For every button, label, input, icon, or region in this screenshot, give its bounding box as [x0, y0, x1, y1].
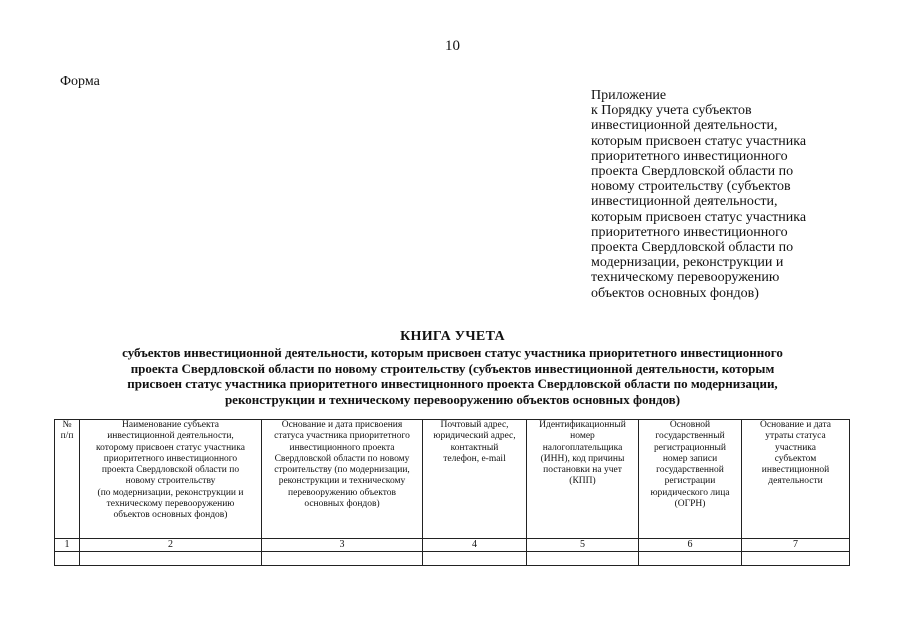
header-cell-status-loss — [742, 420, 850, 539]
header-line: инвестиционной деятельности, — [107, 431, 234, 442]
appendix-line: проекта Свердловской области по — [591, 164, 794, 180]
appendix-line: объектов основных фондов) — [591, 285, 759, 301]
header-line: юридического лица — [650, 487, 730, 498]
header-cell-status-basis — [262, 420, 423, 539]
header-line: инвестиционного проекта — [289, 442, 395, 453]
subtitle-line: проекта Свердловской области по новому строительству (субъектов инвестиционной деятельности, которым — [130, 360, 775, 376]
appendix-line: модернизации, реконструкции и — [591, 255, 784, 271]
header-line: проекта Свердловской области по — [101, 465, 240, 476]
header-line: объектов основных фондов) — [113, 510, 228, 521]
header-line: номер записи — [662, 453, 718, 464]
appendix-line: новому строительству (субъектов — [591, 179, 791, 195]
appendix-line: приоритетного инвестиционного — [591, 224, 788, 240]
header-line: п/п — [60, 431, 74, 442]
subtitle-line: присвоен статус участника приоритетного инвестицнонного проекта Свердловской области по модернизации, — [127, 376, 778, 391]
column-number: 5 — [527, 539, 639, 552]
appendix-note — [591, 88, 871, 301]
book-subtitle — [40, 345, 865, 407]
appendix-line: проекта Свердловской области по — [591, 240, 794, 256]
header-line: Почтовый адрес, — [440, 420, 509, 430]
header-line: участника — [775, 442, 816, 453]
empty-cell — [639, 552, 742, 566]
appendix-line: которым присвоен статус участника — [591, 133, 807, 149]
header-line: техническому перевооружению — [106, 499, 235, 510]
header-line: телефон, e-mail — [443, 453, 506, 464]
header-line: новому строительству — [125, 476, 216, 487]
column-number-row — [55, 539, 850, 552]
header-line: деятельности — [768, 476, 823, 487]
page-number: 10 — [445, 38, 460, 54]
appendix-line: которым присвоен статус участника — [591, 209, 807, 225]
empty-table-row — [55, 552, 850, 566]
header-line: субъектом — [774, 453, 817, 464]
header-line: Свердловской области по новому — [274, 453, 410, 464]
table-header-row — [55, 420, 850, 539]
header-line: постановки на учет — [543, 465, 622, 476]
header-line: Наименование субъекта — [122, 420, 219, 430]
subtitle-line: субъектов инвестиционной деятельности, которым присвоен статус участника приоритетного инвестиционного — [122, 345, 783, 360]
appendix-line: к Порядку учета субъектов — [591, 103, 752, 119]
subtitle-line: реконструкции и техническому перевооружению объектов основных фондов) — [224, 391, 681, 407]
header-cell-ogrn — [639, 420, 742, 539]
header-line: инвестиционной — [761, 465, 830, 476]
appendix-line: Приложение — [591, 88, 667, 103]
empty-cell — [55, 552, 80, 566]
header-line: утраты статуса — [765, 431, 826, 442]
header-line: (ИНН), код причины — [540, 453, 625, 464]
header-line: реконструкции и техническому — [278, 476, 406, 487]
form-label: Форма — [60, 74, 100, 89]
header-cell-number — [55, 420, 80, 539]
column-number: 6 — [639, 539, 742, 552]
empty-cell — [80, 552, 262, 566]
header-line: номер — [570, 431, 595, 442]
header-line: Основной — [669, 420, 711, 430]
column-number: 1 — [55, 539, 80, 552]
header-cell-inn-kpp — [527, 420, 639, 539]
header-line: № — [62, 420, 72, 430]
header-line: регистрационный — [654, 442, 726, 453]
header-line: Основание и дата — [760, 420, 831, 430]
header-line: налогоплательщика — [542, 442, 623, 453]
header-line: основных фондов) — [304, 499, 380, 510]
appendix-line: инвестиционной деятельности, — [591, 194, 778, 210]
header-line: контактный — [450, 442, 499, 453]
header-line: государственный — [655, 431, 725, 442]
header-line: государственной — [656, 465, 724, 476]
book-title: КНИГА УЧЕТА — [400, 329, 505, 344]
header-line: (ОГРН) — [674, 499, 706, 510]
header-line: приоритетного инвестиционного — [103, 453, 238, 464]
column-number: 2 — [80, 539, 262, 552]
appendix-line: инвестиционной деятельности, — [591, 118, 778, 134]
column-number: 7 — [742, 539, 850, 552]
column-number: 4 — [423, 539, 527, 552]
header-cell-subject-name — [80, 420, 262, 539]
column-number: 3 — [262, 539, 423, 552]
header-line: юридический адрес, — [433, 431, 516, 442]
header-line: (КПП) — [569, 476, 596, 487]
header-line: Основание и дата присвоения — [281, 420, 403, 430]
header-line: регистрации — [664, 476, 716, 487]
header-line: (по модернизации, реконструкции и — [97, 487, 244, 498]
empty-cell — [527, 552, 639, 566]
header-line: перевооружению объектов — [288, 487, 396, 498]
header-line: статуса участника приоритетного — [274, 431, 410, 442]
appendix-line: техническому перевооружению — [591, 270, 780, 286]
header-cell-address — [423, 420, 527, 539]
empty-cell — [423, 552, 527, 566]
register-table — [54, 419, 850, 566]
header-line: которому присвоен статус участника — [96, 442, 245, 453]
header-line: Идентификационный — [539, 420, 626, 430]
empty-cell — [262, 552, 423, 566]
header-line: строительству (по модернизации, — [274, 465, 410, 476]
empty-cell — [742, 552, 850, 566]
appendix-line: приоритетного инвестиционного — [591, 148, 788, 164]
